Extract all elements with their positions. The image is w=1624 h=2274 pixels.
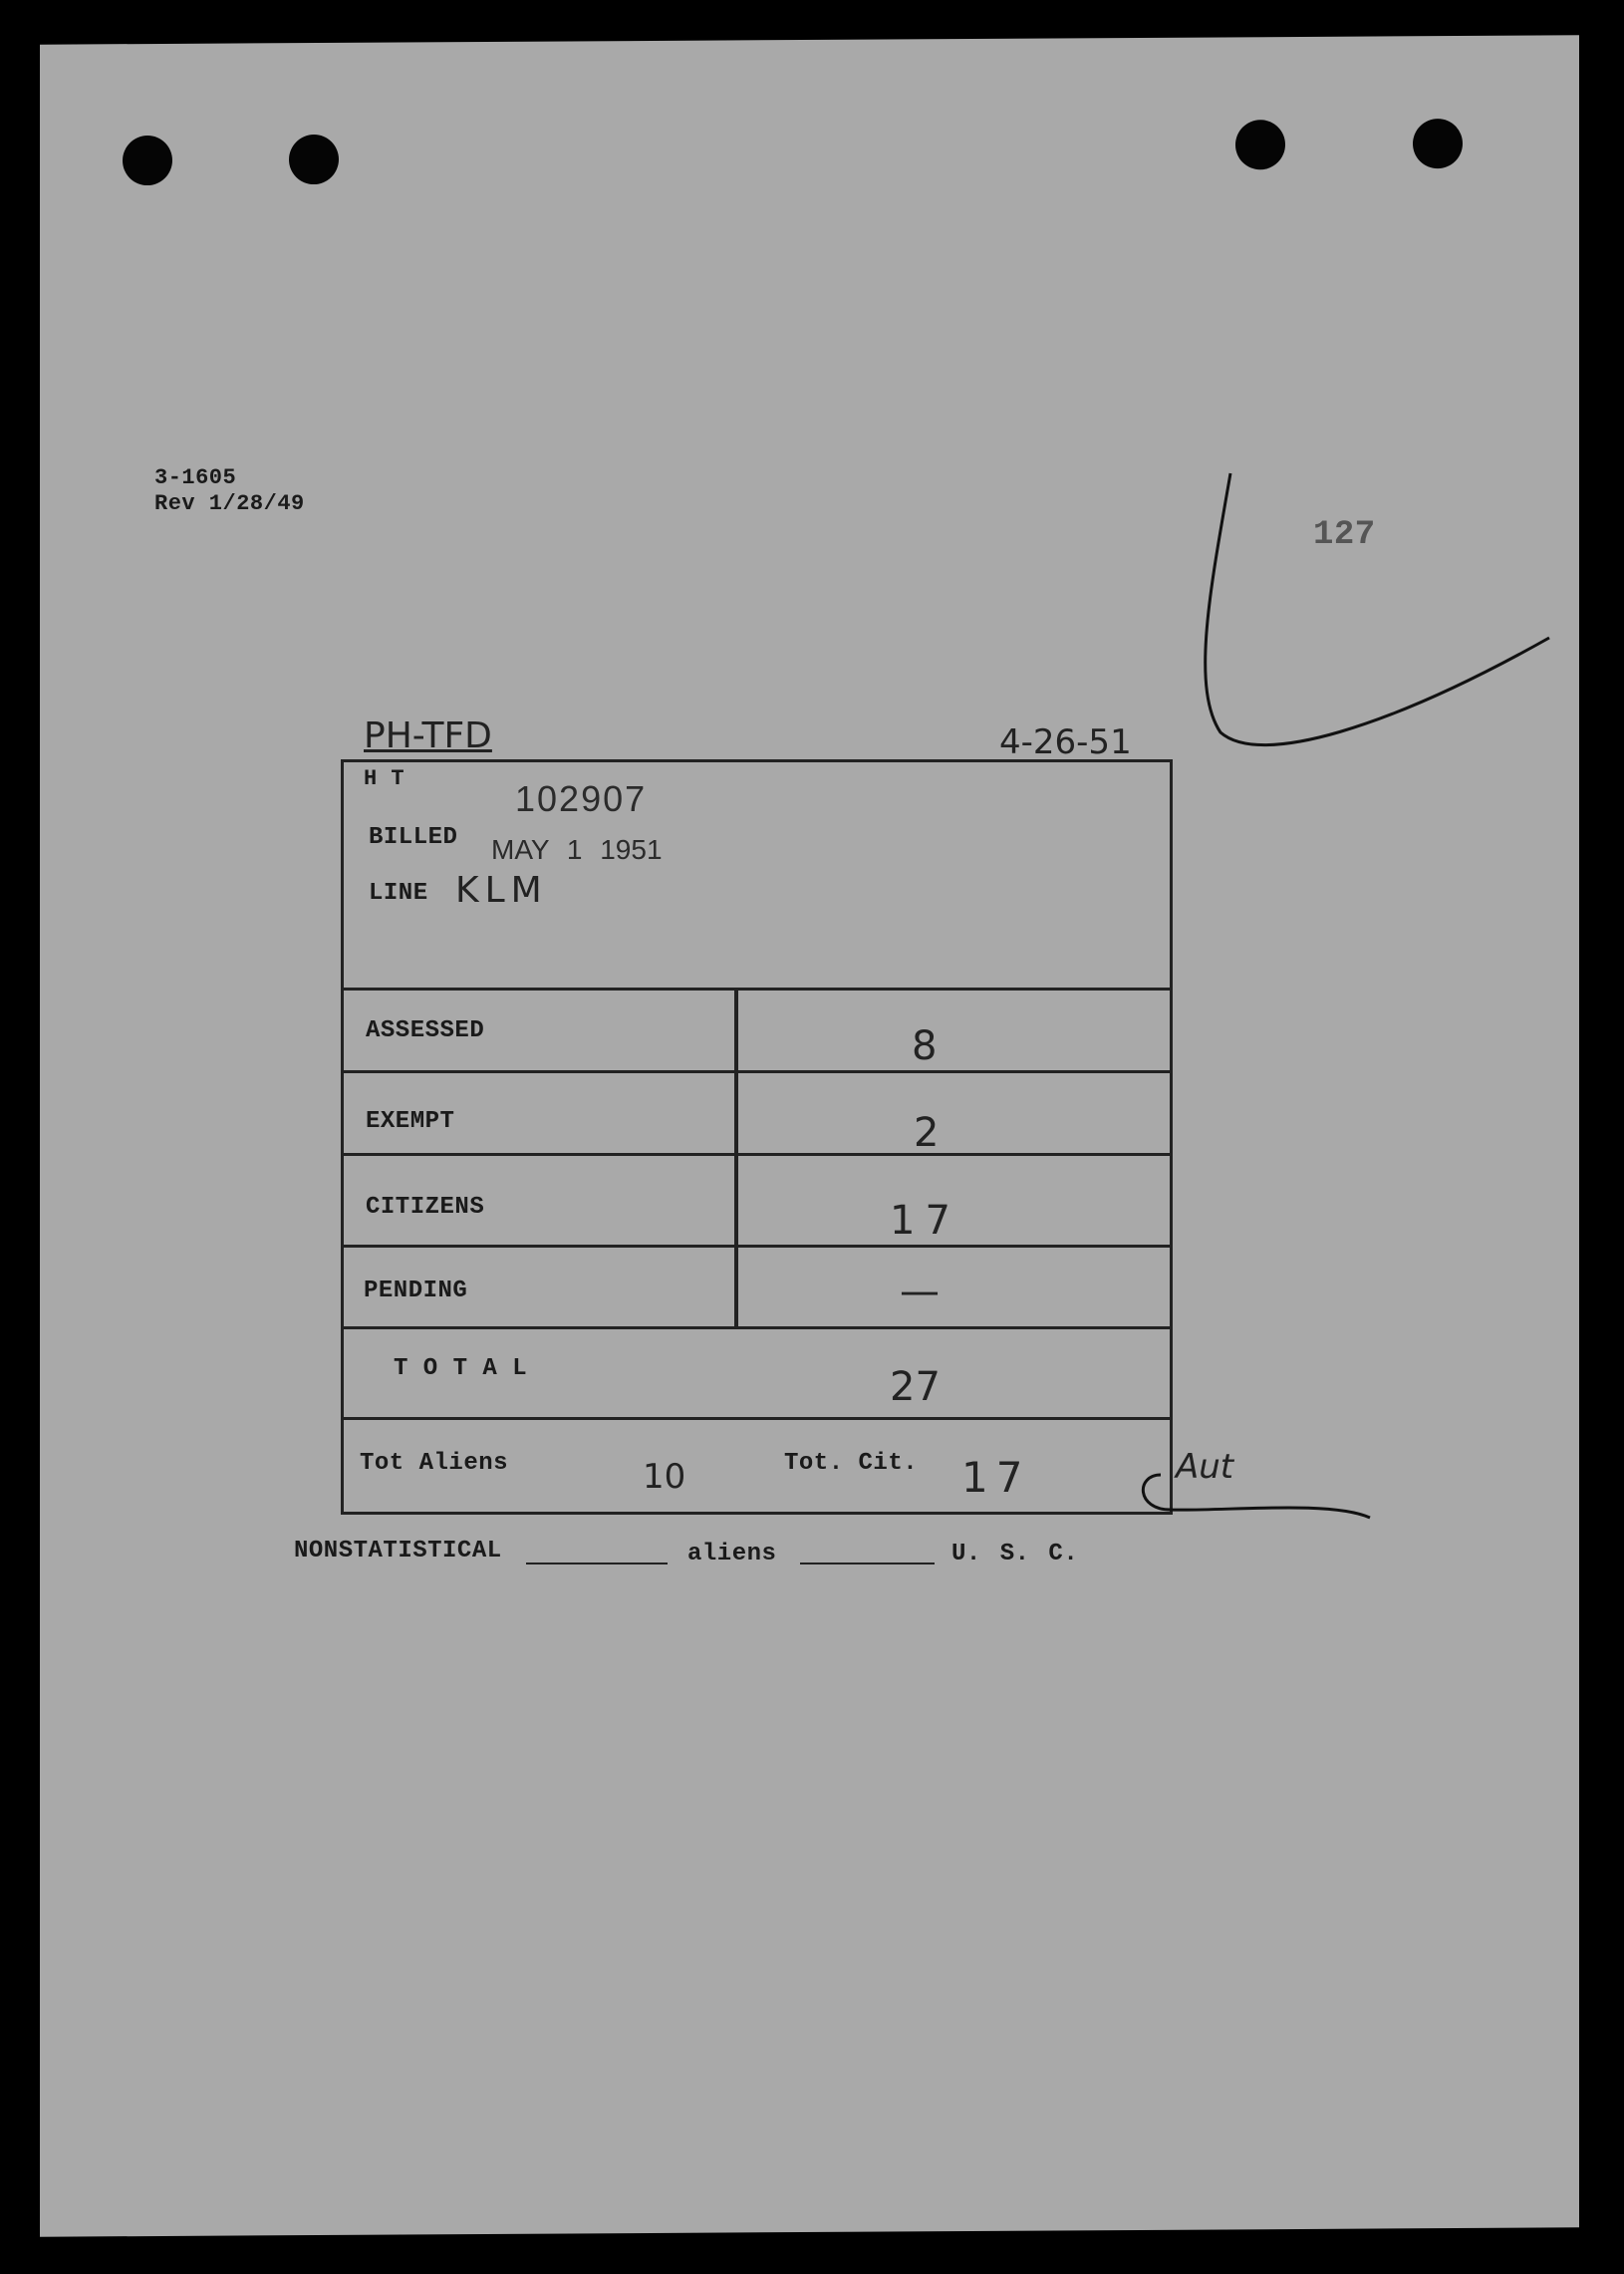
line-label: LINE <box>369 880 428 907</box>
billed-date: MAY 1 1951 <box>491 834 663 865</box>
handwritten-curve <box>1191 468 1559 767</box>
row-label-assessed: ASSESSED <box>366 1017 485 1044</box>
punch-hole <box>1413 119 1463 168</box>
handwritten-port: PH-TFD <box>364 715 492 756</box>
divider <box>344 988 1170 991</box>
form-number: 3-1605 <box>154 465 237 490</box>
tot-aliens-value: 10 <box>643 1457 686 1497</box>
aliens-blank <box>800 1563 935 1564</box>
initials: Aut <box>1176 1447 1234 1487</box>
page-number: 127 <box>1313 516 1376 554</box>
line-value: KLM <box>455 870 548 911</box>
total-label: T O T A L <box>394 1355 528 1382</box>
aliens-label: aliens <box>687 1541 777 1567</box>
divider <box>344 1153 1170 1156</box>
statistics-form <box>341 759 1173 1515</box>
usc-label: U. S. C. <box>951 1541 1079 1567</box>
divider <box>344 1070 1170 1073</box>
row-label-citizens: CITIZENS <box>366 1194 485 1221</box>
initials-loop <box>1131 1440 1380 1540</box>
billed-label: BILLED <box>369 824 458 851</box>
total-value: 27 <box>890 1364 941 1410</box>
divider <box>344 1326 1170 1329</box>
nonstatistical-blank <box>526 1563 668 1564</box>
tot-aliens-label: Tot Aliens <box>360 1450 509 1477</box>
row-value-assessed: 8 <box>912 1023 938 1069</box>
ht-number: 102907 <box>515 778 648 819</box>
punch-hole <box>1235 120 1285 169</box>
divider <box>344 1417 1170 1420</box>
column-divider <box>734 988 738 1326</box>
handwritten-date: 4-26-51 <box>999 722 1132 762</box>
tot-cit-value: 17 <box>961 1453 1031 1502</box>
row-value-exempt: 2 <box>914 1110 940 1156</box>
row-label-pending: PENDING <box>364 1278 468 1304</box>
nonstatistical-label: NONSTATISTICAL <box>294 1538 502 1564</box>
ht-label: H T <box>364 766 406 791</box>
form-revision: Rev 1/28/49 <box>154 491 305 516</box>
punch-hole <box>289 135 339 184</box>
tot-cit-label: Tot. Cit. <box>784 1450 919 1477</box>
row-value-pending: — <box>900 1269 940 1314</box>
divider <box>344 1245 1170 1248</box>
row-label-exempt: EXEMPT <box>366 1108 455 1135</box>
row-value-citizens: 17 <box>890 1198 960 1244</box>
punch-hole <box>123 136 172 185</box>
